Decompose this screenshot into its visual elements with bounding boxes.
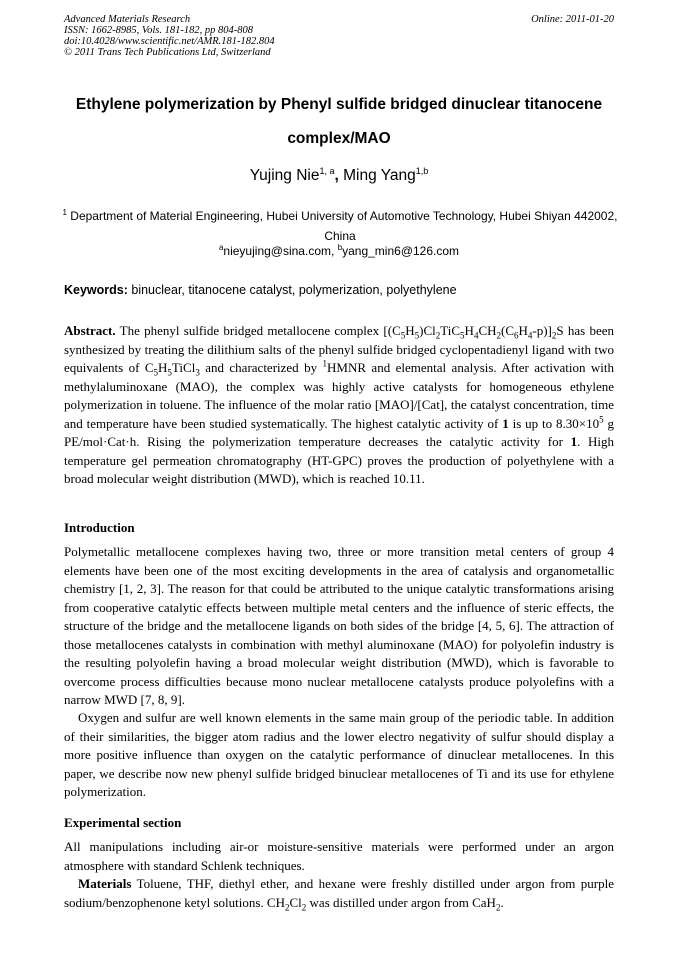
online-date: Online: 2011-01-20 bbox=[531, 14, 614, 25]
subscript: 4 bbox=[473, 330, 479, 341]
author-list bbox=[40, 166, 638, 185]
affiliation-text: Department of Material Engineering, Hubei University of Automotive Technology, Hubei Shiyan 442002, China bbox=[66, 209, 618, 243]
abstract-text: H bbox=[518, 323, 528, 338]
subscript: 5 bbox=[167, 367, 172, 378]
title-line-1: Ethylene polymerization by Phenyl sulfide bridged dinuclear titanocene bbox=[75, 96, 603, 113]
abstract-text: TiCl bbox=[171, 360, 196, 375]
affiliation-number: 1 bbox=[62, 208, 67, 217]
abstract-text: -p)] bbox=[532, 323, 552, 338]
subscript: 6 bbox=[514, 330, 519, 341]
subscript: 2 bbox=[301, 902, 307, 913]
abstract-text: (C bbox=[501, 323, 514, 338]
copyright-line: © 2011 Trans Tech Publications Ltd, Switzerland bbox=[64, 47, 271, 58]
abstract-text: . High temperature gel permeation chromatography (HT-GPC) proves the production of polyethylene with a broad molecular weight distribution (MWD), which is reached 10.11. bbox=[64, 434, 614, 486]
subscript: 3 bbox=[195, 367, 200, 378]
issn-line: ISSN: 1662-8985, Vols. 181-182, pp 804-808 bbox=[64, 25, 253, 36]
subscript: 5 bbox=[414, 330, 420, 341]
subscript: 2 bbox=[495, 902, 501, 913]
materials-paragraph bbox=[64, 875, 614, 912]
author-2: Ming Yang bbox=[343, 167, 416, 185]
superscript: 1 bbox=[322, 358, 328, 369]
introduction-paragraph-2: Oxygen and sulfur are well known elements in the same main group of the periodic table. In addition of their similarities, the bigger atom radius and the lower electro negativity of sulfur should display a more positive influence than oxygen on the catalytic performance of dinuclear metallocenes. In this paper, we describe now new phenyl sulfide bridged binuclear metallocenes of Ti and its use for ethylene polymerization. bbox=[64, 710, 614, 799]
abstract-text: g PE/mol·Cat·h. Rising the polymerization temperature decreases the catalytic activity for bbox=[64, 415, 614, 449]
materials-text: Cl bbox=[289, 894, 302, 910]
abstract-text: HMNR and elemental analysis. After activation with methylaluminoxane (MAO), the complex was highly active catalysts for homogeneous ethylene polymerization in toluene. The influence of the molar ratio [MAO]/[Cat], the catalyst concentration, time and temperature have been studied systematically. The highest catalytic activity of bbox=[64, 360, 615, 431]
subscript: 4 bbox=[527, 330, 533, 341]
doi-line: doi:10.4028/www.scientific.net/AMR.181-182.804 bbox=[64, 36, 275, 47]
compound-number: 1 bbox=[570, 434, 578, 449]
abstract-text: )Cl bbox=[419, 323, 436, 338]
author-2-affil: 1,b bbox=[415, 166, 429, 176]
subscript: 2 bbox=[435, 330, 441, 341]
title-line-2: complex/MAO bbox=[287, 130, 391, 147]
abstract-text: S has been synthesized by treating the dilithium salts of the phenyl sulfide bridged cyclopentadienyl ligand with two equivalents of C bbox=[64, 323, 614, 375]
materials-text: was distilled under argon from CaH bbox=[306, 894, 496, 910]
abstract-text: and characterized by bbox=[199, 360, 323, 375]
experimental-paragraph-1: All manipulations including air-or moisture-sensitive materials were performed under an argon atmosphere with standard Schlenk techniques. bbox=[64, 839, 614, 873]
abstract-text: H bbox=[158, 360, 168, 375]
materials-text: . bbox=[500, 894, 504, 910]
email-a: nieyujing@sina.com, bbox=[223, 244, 338, 258]
materials-label: Materials bbox=[78, 876, 132, 891]
experimental-heading: Experimental section bbox=[64, 815, 182, 830]
abstract-text: is up to 8.30×10 bbox=[508, 415, 600, 431]
abstract-text: TiC bbox=[440, 323, 461, 338]
subscript: 2 bbox=[551, 330, 557, 341]
journal-name: Advanced Materials Research bbox=[64, 14, 191, 25]
affiliation bbox=[62, 203, 618, 246]
subscript: 5 bbox=[400, 330, 406, 341]
subscript: 5 bbox=[460, 330, 465, 341]
abstract-label: Abstract. bbox=[64, 323, 116, 338]
author-1-affil: 1, a bbox=[319, 166, 335, 176]
author-1: Yujing Nie bbox=[249, 167, 320, 185]
compound-number: 1 bbox=[502, 415, 509, 431]
subscript: 2 bbox=[496, 330, 501, 341]
introduction-heading: Introduction bbox=[64, 520, 135, 535]
subscript: 5 bbox=[153, 367, 159, 378]
email-b-marker: b bbox=[337, 243, 343, 252]
abstract-text: H bbox=[464, 323, 474, 338]
author-separator: , bbox=[334, 167, 344, 185]
abstract bbox=[64, 322, 614, 489]
abstract-text: H bbox=[405, 323, 415, 338]
abstract-text: CH bbox=[478, 323, 497, 338]
paper-title bbox=[40, 88, 638, 156]
email-a-marker: a bbox=[218, 243, 224, 252]
materials-text: Toluene, THF, diethyl ether, and hexane were freshly distilled under argon from purple sodium/benzophenone ketyl solutions. CH bbox=[64, 876, 614, 910]
introduction-paragraph-1: Polymetallic metallocene complexes having two, three or more transition metal centers of group 4 elements have been one of the most exciting developments in the area of catalysis and organometallic chemistry [1, 2, 3]. The reason for that could be attributed to the unique catalytic transformations arising from cooperative catalytic effects between multiple metal centers and the influence of steric effects, the structure of the bridge and the metallocene ligands on both sides of the bridge [4, 5, 6]. The attraction of those metallocenes catalysts in combination with methyl aluminoxane (MAO) for polyolefin industry is the resulting polyolefin having a broad molecular weight distribution (MWD), which is favorable to overcome process difficulties because mono nuclear metallocene catalysts produce polyolefins with a narrow MWD [7, 8, 9]. bbox=[64, 544, 614, 707]
keywords-label: Keywords: bbox=[64, 283, 128, 297]
email-b: yang_min6@126.com bbox=[342, 244, 460, 258]
superscript: 5 bbox=[599, 414, 604, 425]
author-emails bbox=[40, 243, 638, 258]
abstract-text: The phenyl sulfide bridged metallocene complex [(C bbox=[115, 323, 401, 338]
journal-header bbox=[64, 14, 275, 58]
subscript: 2 bbox=[284, 902, 290, 913]
keywords-text: binuclear, titanocene catalyst, polymerization, polyethylene bbox=[127, 283, 457, 297]
keywords bbox=[64, 283, 457, 297]
